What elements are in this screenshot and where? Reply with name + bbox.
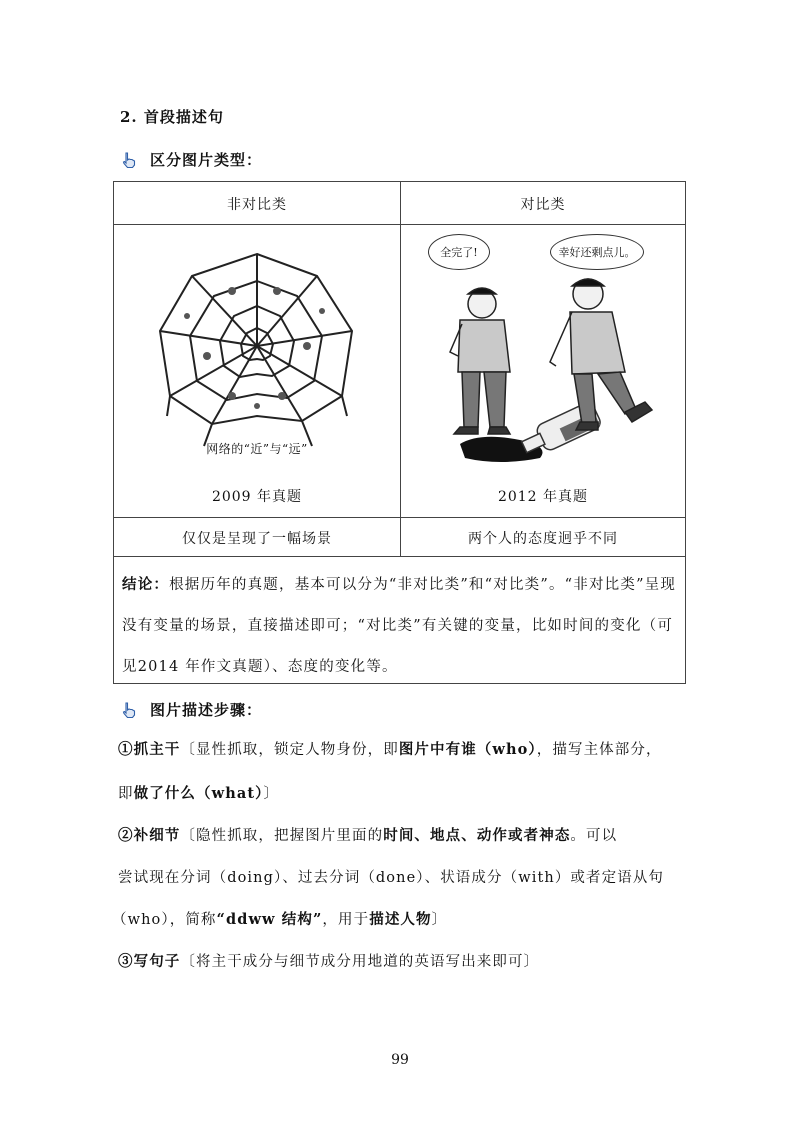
step3-text: 〔将主干成分与细节成分用地道的英语写出来即可〕 [180,954,540,970]
steps-label: 图片描述步骤： [150,701,263,719]
two-men-cartoon [420,232,668,472]
spiderweb-drawing [152,246,362,472]
types-label: 区分图片类型： [150,151,263,169]
step1-bold-what: 做了什么（what） [133,785,264,802]
step2-bold-details: 时间、地点、动作或者神态 [383,827,571,844]
step2-title: ②补细节 [118,827,181,844]
step3-line [118,950,539,971]
step2-text-e: 〕 [431,912,448,928]
section-heading: 2. 首段描述句 [120,108,224,126]
step1-line1 [118,738,662,759]
step1-text-c: 即 [118,786,134,802]
conclusion-label: 结论： [122,576,170,593]
step2-text-c: （who），简称 [112,912,217,928]
picture-type-table [113,181,686,684]
step1-text-d: 〕 [263,786,280,802]
cartoon-caption: 网络的“近”与“远” [206,442,308,456]
conclusion-text: 根据历年的真题，基本可以分为“非对比类”和“对比类”。“非对比类”呈现没有变量的场景，直接描述即可；“对比类”有关键的变量，比如时间的变化（可见2014 年作文真题）、态度的变化等。 [122,577,677,675]
spiderweb-cartoon [152,246,362,472]
speech-bubble-left: 全完了! [428,234,490,270]
step1-text-b: ，描写主体部分， [536,742,662,758]
step2-text-d: ，用于 [322,912,370,928]
left-description: 仅仅是呈现了一幅场景 [182,531,332,547]
step2-text-a: 〔隐性抓取，把握图片里面的 [180,828,384,844]
step1-line2 [118,782,279,803]
right-description: 两个人的态度迥乎不同 [468,531,618,547]
pointing-hand-icon [120,151,138,169]
page-number: 99 [391,1052,409,1068]
step3-title: ③写句子 [118,953,181,970]
step2-line1 [118,824,617,845]
step2-line2: 尝试现在分词（doing）、过去分词（done）、状语成分（with）或者定语从句 [118,870,665,886]
column-header-noncontrast: 非对比类 [227,197,287,213]
step2-line3 [112,908,447,929]
column-header-contrast: 对比类 [520,197,566,213]
left-year-label: 2009 年真题 [211,489,303,505]
step1-bold-who: 图片中有谁（who） [398,741,537,758]
step2-text-b: 。可以 [570,828,618,844]
step2-bold-describe: 描述人物 [369,911,432,928]
step1-title: ①抓主干 [118,741,181,758]
step2-bold-ddww: “ddww 结构” [216,911,323,928]
conclusion-paragraph [122,564,677,688]
pointing-hand-icon [120,701,138,719]
step1-text-a: 〔显性抓取，锁定人物身份，即 [180,742,399,758]
speech-bubble-right: 幸好还剩点儿。 [550,234,644,270]
types-subheading [120,149,262,170]
steps-subheading [120,699,262,720]
right-year-label: 2012 年真题 [497,489,589,505]
